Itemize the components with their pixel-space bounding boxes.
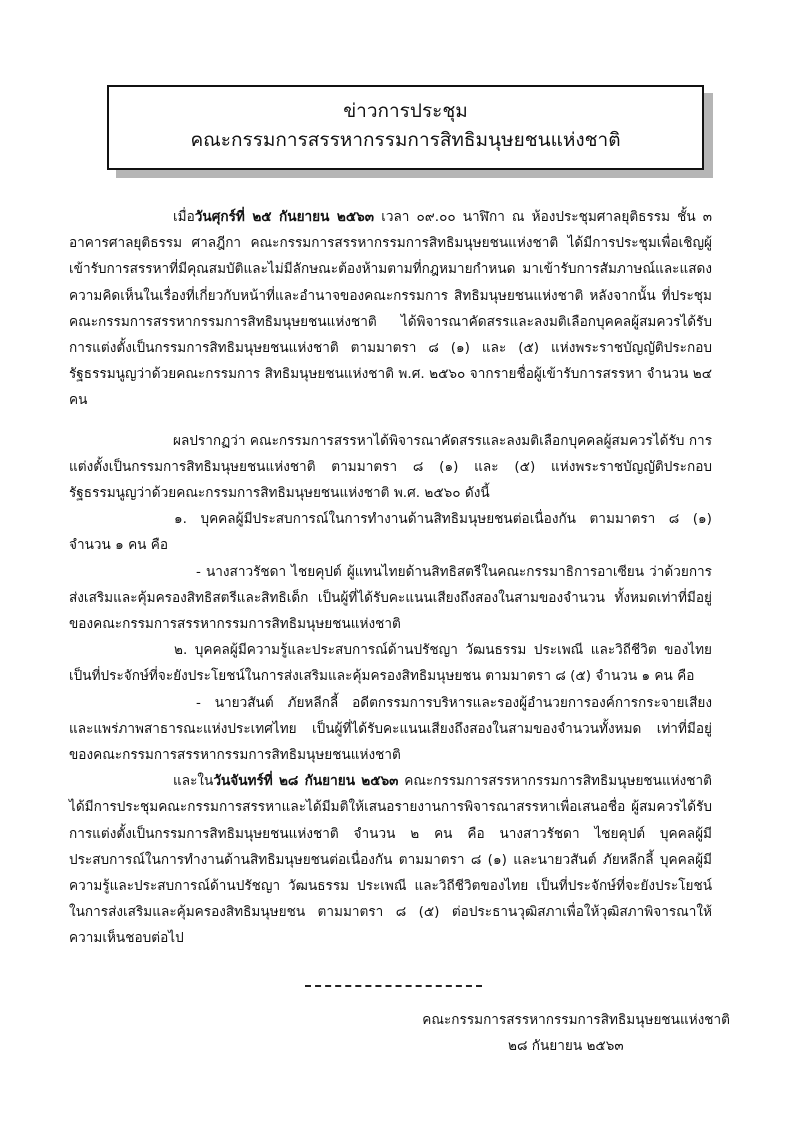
signature-date: ๒๘ กันยายน ๒๕๖๓ (508, 1038, 624, 1054)
signature-block (400, 1007, 740, 1059)
item-2-heading: ๒. บุคคลผู้มีความรู้และประสบการณ์ด้านปรัชญา วัฒนธรรม ประเพณี และวิถีชีวิต ของไทยเป็นที่ประจักษ์ที่จะยังประโยชน์ในการส่งเสริมและคุ้มครองสิทธิมนุษยชน ตามมาตรา ๘ (๕) จำนวน ๑ คน คือ (69, 642, 712, 685)
paragraph-text: คณะกรรมการสรรหากรรมการสิทธิมนุษยชนแห่งชาติ ได้มีการประชุมคณะกรรมการสรรหาและได้มีมติให้เสนอรายงานการพิจารณาสรรหาเพื่อเสนอชื่อ ผู้สมควรได้รับการแต่งตั้งเป็นกรรมการสิทธิมนุษยชนแห่งชาติ จำนวน ๒ คน คือ นางสาวรัชดา ไชยคุปต์ บุคคลผู้มีประสบการณ์ในการทำงานด้านสิทธิมนุษยชนต่อเนื่องกัน ตามมาตรา ๘ (๑) และนายวสันต์ ภัยหลีกลี้ บุคคลผู้มีความรู้และประสบการณ์ด้านปรัชญา วัฒนธรรม ประเพณี และวิถีชีวิตของไทย เป็นที่ประจักษ์ที่จะยังประโยชน์ในการส่งเสริมและคุ้มครองสิทธิมนุษยชน ตามมาตรา ๘ (๕) ต่อประธานวุฒิสภาเพื่อให้วุฒิสภาพิจารณาให้ความเห็นชอบต่อไป (69, 773, 712, 947)
paragraph-prefix: เมื่อ (173, 209, 195, 225)
meeting-date-2: วันจันทร์ที่ ๒๘ กันยายน ๒๕๖๓ (213, 773, 399, 790)
paragraph-text: เวลา ๐๙.๐๐ นาฬิกา ณ ห้องประชุมศาลยุติธรรม ชั้น ๓ อาคารศาลยุติธรรม ศาลฎีกา คณะกรรมการสรรหากรรมการสิทธิมนุษยชนแห่งชาติ ได้มีการประชุมเพื่อเชิญผู้เข้ารับการสรรหาที่มีคุณสมบัติและไม่มีลักษณะต้องห้ามตามที่กฎหมายกำหนด มาเข้ารับการสัมภาษณ์และแสดงความคิดเห็นในเรื่องที่เกี่ยวกับหน้าที่และอำนาจของคณะกรรมการ สิทธิมนุษยชนแห่งชาติ หลังจากนั้น ที่ประชุมคณะกรรมการสรรหากรรมการสิทธิมนุษยชนแห่งชาติ ได้พิจารณาคัดสรรและลงมติเลือกบุคคลผู้สมควรได้รับการแต่งตั้งเป็นกรรมการสิทธิมนุษยชนแห่งชาติ ตามมาตรา ๘ (๑) และ (๕) แห่งพระราชบัญญัติประกอบรัฐธรรมนูญว่าด้วยคณะกรรมการ สิทธิมนุษยชนแห่งชาติ พ.ศ. ๒๕๖๐ จากรายชื่อผู้เข้ารับการสรรหา จำนวน ๒๔ คน (69, 209, 713, 409)
meeting-date-1: วันศุกร์ที่ ๒๕ กันยายน ๒๕๖๓ (194, 209, 375, 225)
item-1-heading: ๑. บุคคลผู้มีประสบการณ์ในการทำงานด้านสิทธิมนุษยชนต่อเนื่องกัน ตามมาตรา ๘ (๑) จำนวน ๑ คน คือ (69, 511, 712, 554)
document-title: ข่าวการประชุม (343, 100, 468, 122)
section-divider (305, 985, 482, 987)
paragraph-meeting-1 (69, 204, 712, 414)
title-box (107, 85, 704, 170)
document-subtitle: คณะกรรมการสรรหากรรมการสิทธิมนุษยชนแห่งชาติ (190, 129, 621, 151)
paragraph-meeting-2 (69, 768, 712, 951)
item-1-person: - นางสาวรัชดา ไชยคุปต์ ผู้แทนไทยด้านสิทธิสตรีในคณะกรรมาธิการอาเซียน ว่าด้วยการส่งเสริมและคุ้มครองสิทธิสตรีและสิทธิเด็ก เป็นผู้ที่ได้รับคะแนนเสียงถึงสองในสามของจำนวน ทั้งหมดเท่าที่มีอยู่ของคณะกรรมการสรรหากรรมการสิทธิมนุษยชนแห่งชาติ (69, 563, 712, 633)
item-2-person: - นายวสันต์ ภัยหลีกลี้ อดีตกรรมการบริหารและรองผู้อำนวยการองค์การกระจายเสียง และแพร่ภาพสาธารณะแห่งประเทศไทย เป็นผู้ที่ได้รับคะแนนเสียงถึงสองในสามของจำนวนทั้งหมด เท่าที่มีอยู่ของคณะกรรมการสรรหากรรมการสิทธิมนุษยชนแห่งชาติ (69, 694, 712, 764)
paragraph-gap (69, 414, 712, 428)
document-body (69, 204, 712, 952)
signature-organization: คณะกรรมการสรรหากรรมการสิทธิมนุษยชนแห่งชาติ (422, 1012, 730, 1028)
paragraph-result: ผลปรากฏว่า คณะกรรมการสรรหาได้พิจารณาคัดสรรและลงมติเลือกบุคคลผู้สมควรได้รับ การแต่งตั้งเป็นกรรมการสิทธิมนุษยชนแห่งชาติ ตามมาตรา ๘ (๑) และ (๕) แห่งพระราชบัญญัติประกอบ รัฐธรรมนูญว่าด้วยคณะกรรมการสิทธิมนุษยชนแห่งชาติ พ.ศ. ๒๕๖๐ ดังนี้ (69, 432, 712, 502)
paragraph-prefix: และใน (173, 773, 214, 790)
